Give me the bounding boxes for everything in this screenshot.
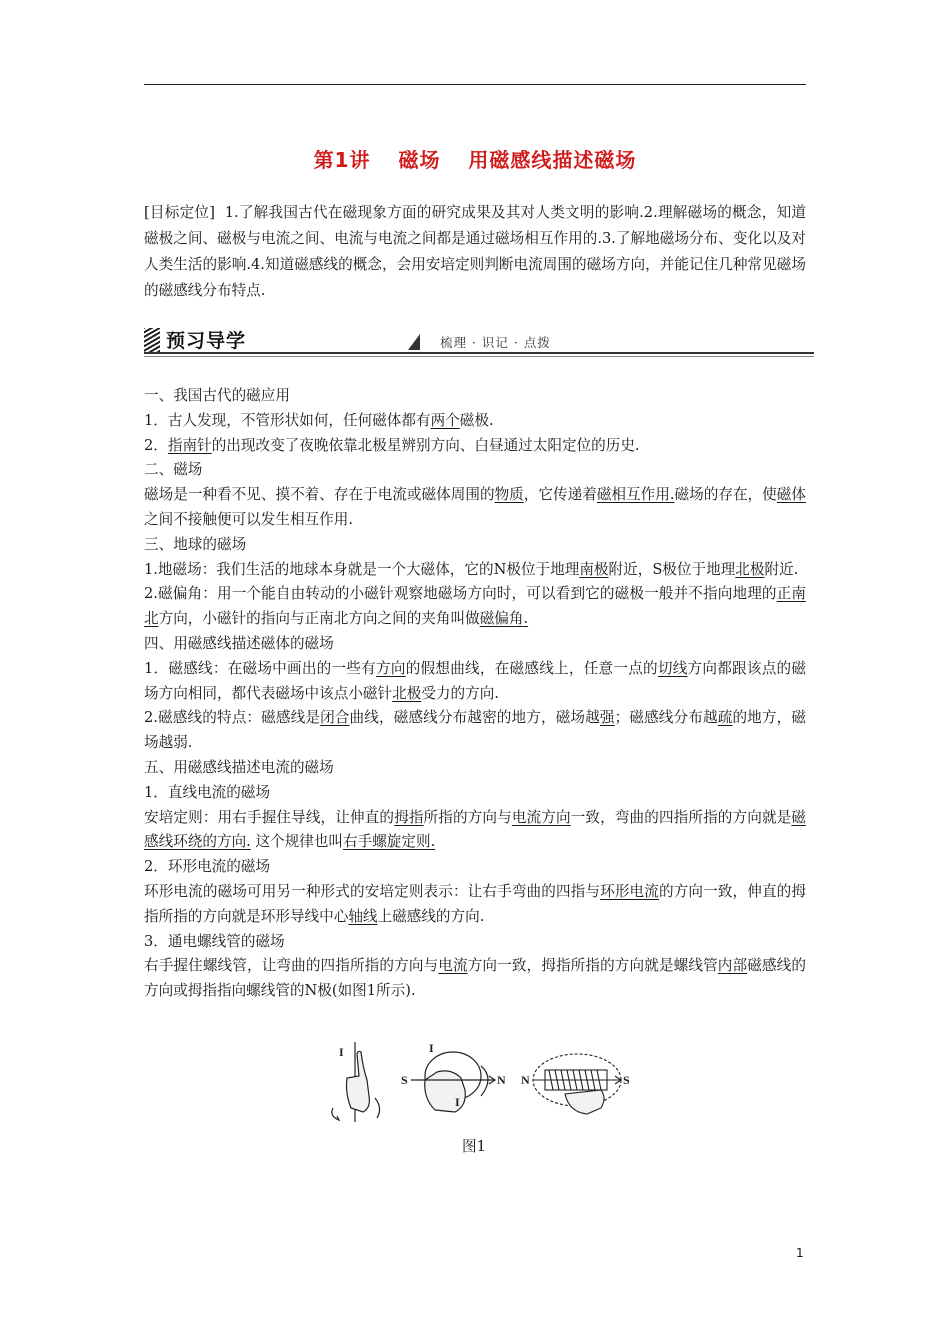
lesson-title: [144, 144, 806, 173]
section-heading: 二、磁场: [144, 461, 203, 479]
section-banner: [144, 325, 814, 355]
current-label: I: [339, 1045, 344, 1059]
field-loop-arrow: [375, 1098, 380, 1118]
top-rule: [144, 84, 806, 85]
answer-blank: 电流方向: [511, 808, 571, 826]
section-heading: 三、地球的磁场: [144, 535, 247, 553]
paragraph: 环形电流的磁场可用另一种形式的安培定则表示：让右手弯曲的四指与环形电流的方向一致，伸直的拇指所指的方向就是环形导线中心轴线上磁感线的方向.: [144, 882, 806, 925]
answer-blank: 疏: [717, 709, 733, 727]
banner-rule-thin: [144, 356, 814, 357]
paragraph: 磁场是一种看不见、摸不着、存在于电流或磁体周围的物质，它传递着磁相互作用.磁场的存在，使磁体之间不接触便可以发生相互作用.: [144, 486, 806, 528]
answer-blank: 北极: [392, 684, 422, 702]
subheading: 1．直线电流的磁场: [144, 783, 271, 801]
right-hand-icon: [347, 1051, 370, 1112]
banner-stripes-icon: [144, 328, 160, 352]
ring-current-panel: [411, 1052, 495, 1112]
solenoid-panel: [533, 1054, 621, 1114]
objective-text: 1.了解我国古代在磁现象方面的研究成果及其对人类文明的影响.2.理解磁场的概念，知道磁极之间、磁极与电流之间、电流与电流之间都是通过磁场相互作用的.3.了解地磁场分布、变化以及对人类生活的影响.4.知道磁感线的概念，会用安培定则判断电流周围的磁场方向，并能记住几种常见磁场的磁感线分布特点.: [144, 204, 806, 299]
paragraph: 2．指南针的出现改变了夜晚依靠北极星辨别方向、白昼通过太阳定位的历史.: [144, 436, 640, 454]
answer-blank: 磁偏角.: [479, 610, 529, 628]
answer-blank: 电流: [438, 957, 468, 975]
answer-blank: 右手螺旋定则.: [343, 833, 436, 851]
section-heading: 四、用磁感线描述磁体的磁场: [144, 634, 334, 652]
figure-caption: 图1: [462, 1138, 486, 1155]
pole-label-s: S: [401, 1073, 408, 1087]
subheading: 3．通电螺线管的磁场: [144, 932, 285, 950]
page-number: 1: [796, 1246, 804, 1260]
current-label: I: [429, 1041, 434, 1055]
figure-1-illustration: [325, 1038, 635, 1123]
title-lesson-number: 第1讲: [313, 148, 371, 172]
current-label: I: [455, 1095, 460, 1109]
answer-blank: 强: [599, 709, 615, 727]
banner-triangle-icon: [408, 334, 420, 350]
paragraph: 1．古人发现，不管形状如何，任何磁体都有两个磁极.: [144, 411, 494, 429]
paragraph: 1.地磁场：我们生活的地球本身就是一个大磁体，它的N极位于地理南极附近，S极位于地理北极附近.: [144, 560, 799, 578]
answer-blank: 正南北: [144, 585, 806, 628]
right-hand-icon: [565, 1090, 604, 1114]
answer-blank: 方向: [376, 659, 406, 677]
paragraph: 1．磁感线：在磁场中画出的一些有方向的假想曲线，在磁感线上，任意一点的切线方向都跟该点的磁场方向相同，都代表磁场中该点小磁针北极受力的方向.: [144, 659, 806, 702]
field-loop-arrow: [481, 1066, 488, 1096]
objective-block: [144, 200, 806, 304]
pole-label-s: S: [623, 1073, 630, 1087]
answer-blank: 环形电流: [600, 882, 659, 900]
answer-blank: 磁体: [776, 486, 806, 504]
main-content: [144, 384, 806, 1004]
answer-blank: 切线: [657, 659, 688, 677]
paragraph: 2.磁偏角：用一个能自由转动的小磁针观察地磁场方向时，可以看到它的磁极一般并不指向地理的正南北方向，小磁针的指向与正南北方向之间的夹角叫做磁偏角.: [144, 585, 806, 628]
answer-blank: 物质: [494, 486, 524, 504]
answer-blank: 磁感线环绕的方向.: [144, 808, 806, 851]
answer-blank: 闭合: [320, 709, 350, 727]
title-topic: 磁场: [398, 148, 441, 172]
paragraph: 安培定则：用右手握住导线，让伸直的拇指所指的方向与电流方向一致，弯曲的四指所指的方向就是磁感线环绕的方向. 这个规律也叫右手螺旋定则.: [144, 808, 806, 851]
answer-blank: 南极: [579, 560, 609, 578]
objective-label: [目标定位]: [144, 204, 215, 221]
pole-label-n: N: [497, 1073, 506, 1087]
paragraph: 右手握住螺线管，让弯曲的四指所指的方向与电流方向一致，拇指所指的方向就是螺线管内部磁感线的方向或拇指指向螺线管的N极(如图1所示).: [144, 957, 806, 1000]
section-heading: 一、我国古代的磁应用: [144, 387, 290, 404]
subheading: 2．环形电流的磁场: [144, 858, 271, 876]
section-heading: 五、用磁感线描述电流的磁场: [144, 758, 334, 776]
banner-rule: [144, 352, 814, 354]
answer-blank: 北极: [735, 560, 765, 578]
answer-blank: 磁相互作用.: [596, 486, 675, 504]
answer-blank: 指南针: [167, 436, 212, 454]
title-subtopic: 用磁感线描述磁场: [468, 148, 637, 172]
banner-title: 预习导学: [166, 330, 247, 352]
banner-subtitle: 梳理 · 识记 · 点拨: [440, 335, 551, 350]
pole-label-n: N: [521, 1073, 530, 1087]
answer-blank: 内部: [717, 957, 748, 975]
answer-blank: 拇指: [394, 808, 424, 826]
answer-blank: 两个: [430, 411, 460, 429]
answer-blank: 轴线: [348, 907, 378, 925]
paragraph: 2.磁感线的特点：磁感线是闭合曲线，磁感线分布越密的地方，磁场越强；磁感线分布越疏的地方，磁场越弱.: [144, 709, 806, 752]
